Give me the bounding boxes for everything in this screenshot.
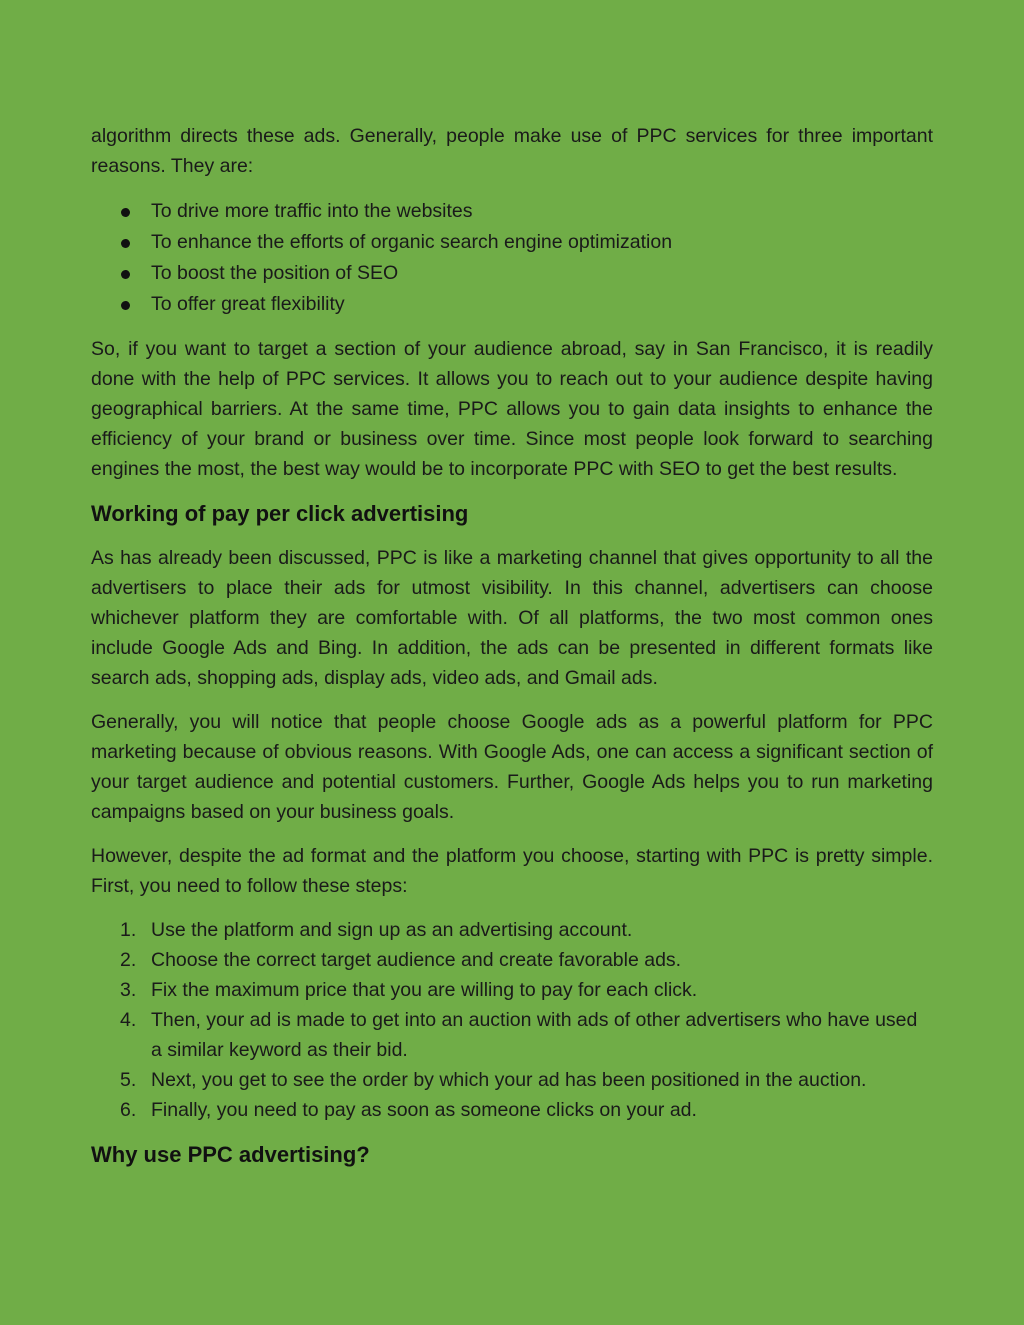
step-number: 4. bbox=[120, 1009, 137, 1031]
list-item bbox=[91, 289, 933, 320]
bullet-icon bbox=[121, 239, 130, 248]
list-item bbox=[91, 1005, 933, 1065]
paragraph-google-ads: Generally, you will notice that people choose Google ads as a powerful platform for PPC marketing because of obvious reasons. With Google Ads, one can access a significant section of your target audience and potential customers. Further, Google Ads helps you to run marketing campaigns based on your business goals. bbox=[91, 711, 933, 823]
step-text: Use the platform and sign up as an advertising account. bbox=[151, 919, 633, 941]
step-text: Then, your ad is made to get into an auction with ads of other advertisers who have used a similar keyword as their bid. bbox=[151, 1009, 918, 1061]
step-number: 6. bbox=[120, 1099, 137, 1121]
paragraph-ppc-channel: As has already been discussed, PPC is like a marketing channel that gives opportunity to all the advertisers to place their ads for utmost visibility. In this channel, advertisers can choose whichever platform they are comfortable with. Of all platforms, the two most common ones include Google Ads and Bing. In addition, the ads can be presented in different formats like search ads, shopping ads, display ads, video ads, and Gmail ads. bbox=[91, 547, 933, 689]
list-item bbox=[91, 227, 933, 258]
list-item bbox=[91, 975, 933, 1005]
list-item-text: To drive more traffic into the websites bbox=[151, 200, 473, 222]
paragraph-target-audience: So, if you want to target a section of your audience abroad, say in San Francisco, it is readily done with the help of PPC services. It allows you to reach out to your audience despite having geographical barriers. At the same time, PPC allows you to gain data insights to enhance the efficiency of your brand or business over time. Since most people look forward to searching engines the most, the best way would be to incorporate PPC with SEO to get the best results. bbox=[91, 338, 933, 480]
steps-list bbox=[91, 915, 933, 1125]
list-item bbox=[91, 258, 933, 289]
list-item bbox=[91, 915, 933, 945]
section-heading-working: Working of pay per click advertising bbox=[91, 501, 469, 526]
bullet-icon bbox=[121, 270, 130, 279]
list-item bbox=[91, 196, 933, 227]
paragraph-steps-intro: However, despite the ad format and the platform you choose, starting with PPC is pretty simple. First, you need to follow these steps: bbox=[91, 845, 933, 897]
intro-paragraph: algorithm directs these ads. Generally, people make use of PPC services for three important reasons. They are: bbox=[91, 125, 933, 177]
step-text: Fix the maximum price that you are willing to pay for each click. bbox=[151, 979, 698, 1001]
list-item-text: To offer great flexibility bbox=[151, 293, 345, 315]
list-item bbox=[91, 945, 933, 975]
step-number: 1. bbox=[120, 919, 137, 941]
section-heading-why-ppc: Why use PPC advertising? bbox=[91, 1142, 370, 1167]
step-text: Finally, you need to pay as soon as someone clicks on your ad. bbox=[151, 1099, 697, 1121]
bullet-icon bbox=[121, 301, 130, 310]
step-number: 2. bbox=[120, 949, 137, 971]
list-item bbox=[91, 1065, 933, 1095]
list-item-text: To enhance the efforts of organic search engine optimization bbox=[151, 231, 673, 253]
step-number: 3. bbox=[120, 979, 137, 1001]
step-text: Choose the correct target audience and create favorable ads. bbox=[151, 949, 682, 971]
step-number: 5. bbox=[120, 1069, 137, 1091]
list-item-text: To boost the position of SEO bbox=[151, 262, 399, 284]
reasons-list bbox=[91, 196, 933, 320]
bullet-icon bbox=[121, 208, 130, 217]
list-item bbox=[91, 1095, 933, 1125]
step-text: Next, you get to see the order by which your ad has been positioned in the auction. bbox=[151, 1069, 867, 1091]
